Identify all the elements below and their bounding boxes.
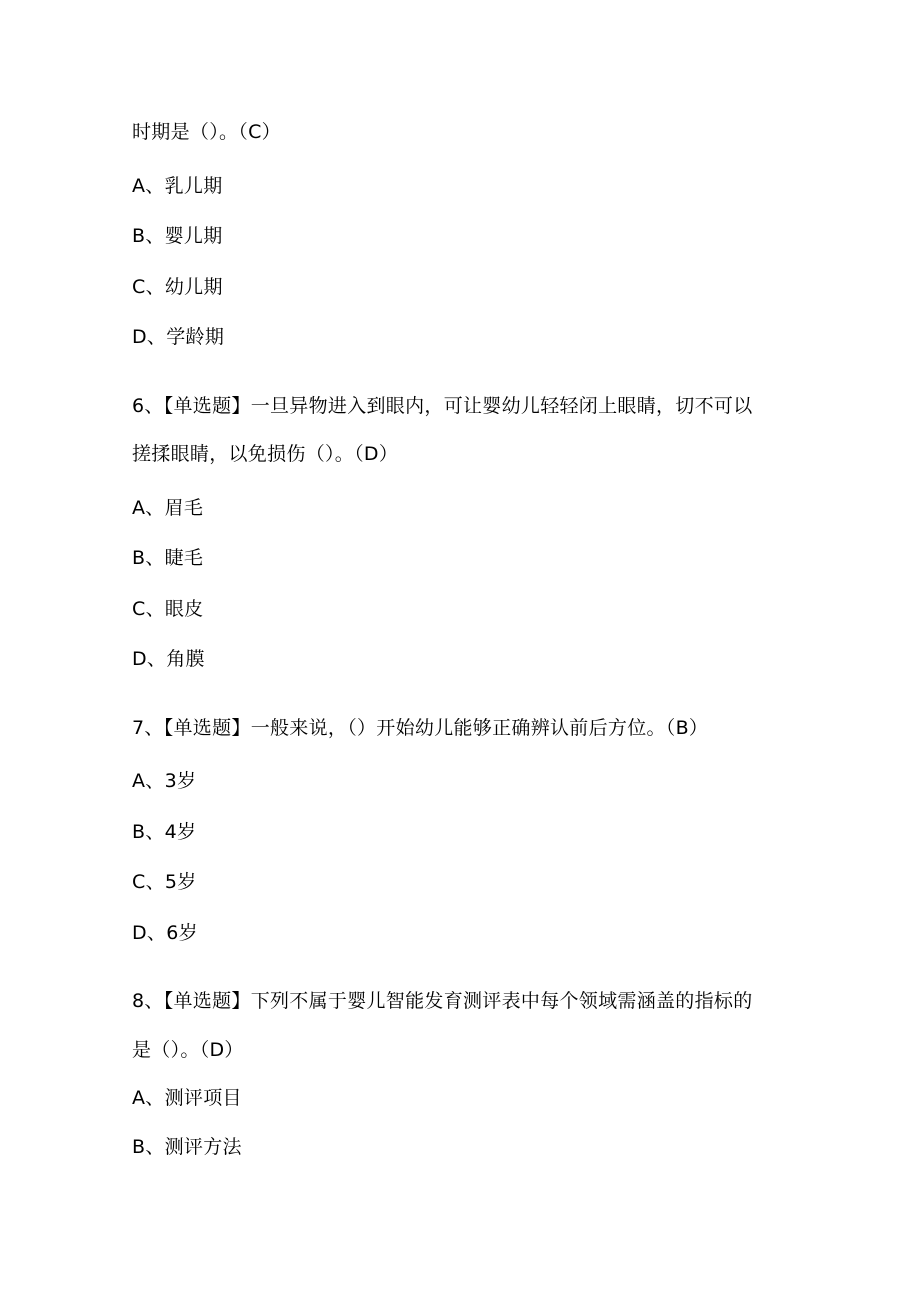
q6-stem-line2: 搓揉眼睛，以免损伤（）。（D）: [132, 443, 399, 465]
q8-option-b: B、测评方法: [132, 1136, 242, 1158]
q7-option-b: B、4岁: [132, 821, 197, 843]
q6-stem-line1: 6、【单选题】一旦异物进入到眼内，可让婴幼儿轻轻闭上眼睛，切不可以: [132, 395, 753, 417]
q5-stem-tail: 时期是（）。（C）: [132, 121, 281, 143]
q5-option-c: C、幼儿期: [132, 276, 223, 298]
q7-option-a: A、3岁: [132, 770, 197, 792]
q8-stem-line2: 是（）。（D）: [132, 1039, 244, 1061]
q6-option-a: A、眉毛: [132, 497, 204, 519]
q5-option-b: B、婴儿期: [132, 225, 223, 247]
q7-stem-line1: 7、【单选题】一般来说，（）开始幼儿能够正确辨认前后方位。（B）: [132, 717, 709, 739]
q7-option-d: D、6岁: [132, 922, 198, 944]
q5-option-a: A、乳儿期: [132, 175, 223, 197]
q6-option-c: C、眼皮: [132, 598, 204, 620]
q8-stem-line1: 8、【单选题】下列不属于婴儿智能发育测评表中每个领域需涵盖的指标的: [132, 990, 753, 1012]
q5-option-d: D、学龄期: [132, 326, 225, 348]
q6-option-b: B、睫毛: [132, 547, 204, 569]
q8-option-a: A、测评项目: [132, 1087, 242, 1109]
q7-option-c: C、5岁: [132, 871, 197, 893]
q6-option-d: D、角膜: [132, 648, 205, 670]
